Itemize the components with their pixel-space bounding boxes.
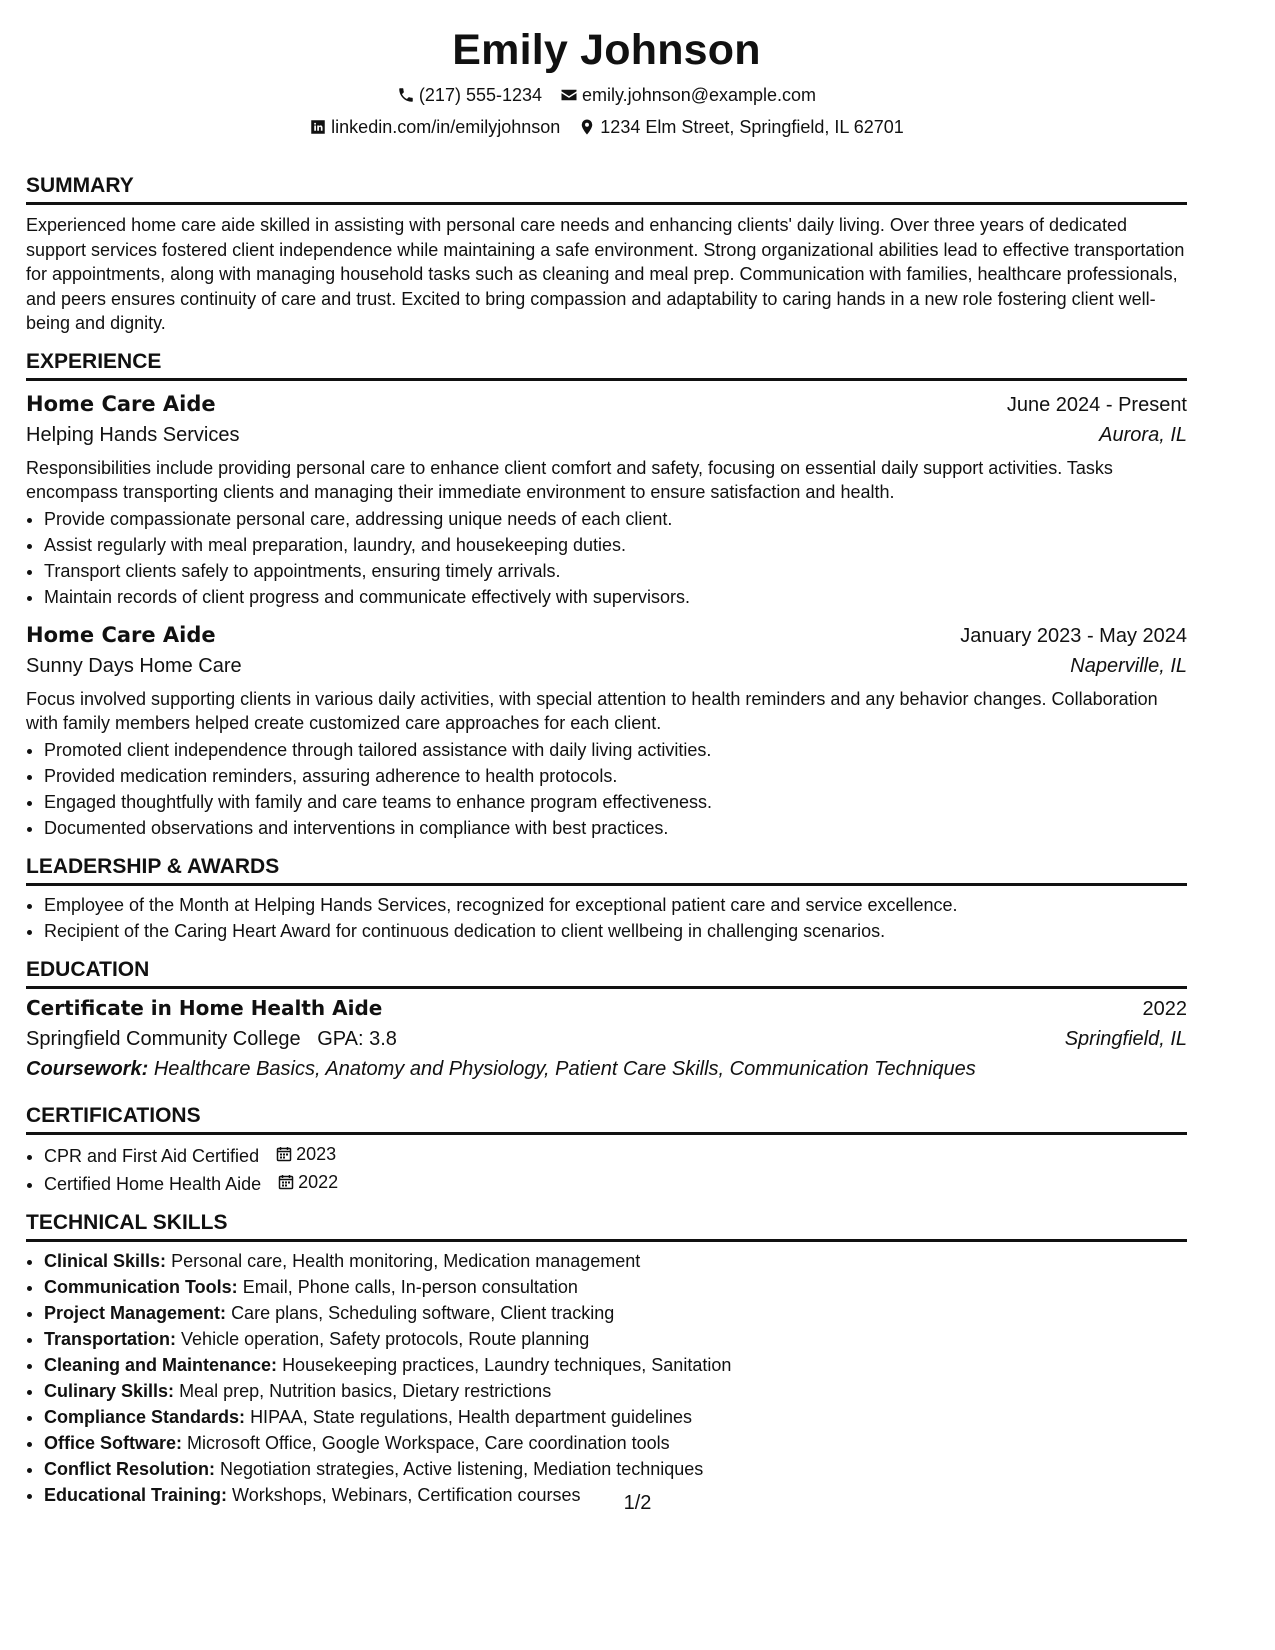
envelope-icon	[560, 86, 578, 104]
section-title-education: EDUCATION	[26, 958, 1187, 989]
education-section	[26, 958, 1187, 1084]
certifications-section	[26, 1104, 1187, 1197]
list-item: • Recipient of the Caring Heart Award for continuous dedication to client wellbeing in challenging scenarios.	[44, 918, 1187, 944]
skill-value: Personal care, Health monitoring, Medication management	[171, 1250, 641, 1271]
job-description: Focus involved supporting clients in various daily activities, with special attention to health reminders and any behavior changes. Collaboration with family members helped create customized care approaches for each client.	[26, 688, 1158, 733]
address-contact	[578, 116, 904, 138]
school-location: Springfield, IL	[1064, 1027, 1187, 1050]
cert-year: 2022	[298, 1171, 339, 1192]
job-entry	[26, 389, 1187, 610]
skill-value: Negotiation strategies, Active listening, Mediation techniques	[220, 1458, 704, 1479]
page-number: 1/2	[623, 1492, 652, 1514]
linkedin-contact[interactable]	[309, 116, 560, 138]
candidate-name: Emily Johnson	[452, 26, 761, 74]
linkedin-icon	[309, 118, 327, 136]
skill-value: Microsoft Office, Google Workspace, Care coordination tools	[187, 1432, 670, 1453]
map-pin-icon	[578, 118, 596, 136]
skill-label: Clinical Skills:	[44, 1250, 167, 1271]
section-title-summary: SUMMARY	[26, 174, 1187, 205]
section-title-experience: EXPERIENCE	[26, 350, 1187, 381]
section-title-skills: TECHNICAL SKILLS	[26, 1211, 1187, 1242]
list-item	[44, 1300, 1187, 1326]
school-name: Springfield Community College	[26, 1027, 301, 1050]
summary-section	[26, 174, 1187, 336]
phone-icon	[397, 86, 415, 104]
job-title: Home Care Aide	[26, 622, 216, 647]
calendar-icon	[278, 1174, 294, 1190]
job-company: Helping Hands Services	[26, 423, 240, 446]
skill-label: Project Management:	[44, 1302, 227, 1323]
linkedin-link[interactable]: linkedin.com/in/emilyjohnson	[331, 117, 561, 137]
phone-contact	[397, 84, 542, 106]
list-item	[44, 1430, 1187, 1456]
cert-year: 2023	[296, 1143, 337, 1164]
gpa: GPA: 3.8	[317, 1027, 397, 1050]
skill-value: Meal prep, Nutrition basics, Dietary restrictions	[179, 1380, 552, 1401]
awards-section	[26, 855, 1187, 944]
calendar-icon	[276, 1146, 292, 1162]
skill-label: Transportation:	[44, 1328, 177, 1349]
list-item	[44, 1352, 1187, 1378]
list-item	[44, 1169, 1187, 1197]
list-item	[44, 1248, 1187, 1274]
list-item	[44, 1326, 1187, 1352]
skill-value: HIPAA, State regulations, Health department guidelines	[250, 1406, 692, 1427]
job-bullets	[26, 737, 1187, 841]
skill-label: Cleaning and Maintenance:	[44, 1354, 278, 1375]
list-item: • Documented observations and interventions in compliance with best practices.	[44, 815, 1187, 841]
skill-label: Educational Training:	[44, 1484, 228, 1505]
section-title-awards: LEADERSHIP & AWARDS	[26, 855, 1187, 886]
job-location: Aurora, IL	[1099, 423, 1187, 446]
list-item: • Promoted client independence through tailored assistance with daily living activities.	[44, 737, 1187, 763]
email-link[interactable]: emily.johnson@example.com	[582, 85, 817, 105]
job-entry	[26, 620, 1187, 841]
email-contact[interactable]	[560, 84, 816, 106]
list-item: • Provide compassionate personal care, addressing unique needs of each client.	[44, 506, 1187, 532]
list-item: • Provided medication reminders, assuring adherence to health protocols.	[44, 763, 1187, 789]
skill-value: Email, Phone calls, In-person consultation	[242, 1276, 578, 1297]
skill-label: Compliance Standards:	[44, 1406, 246, 1427]
list-item	[44, 1378, 1187, 1404]
address-text: 1234 Elm Street, Springfield, IL 62701	[600, 117, 904, 137]
job-company: Sunny Days Home Care	[26, 654, 242, 677]
job-dates: June 2024 - Present	[1006, 393, 1187, 416]
degree-title: Certificate in Home Health Aide	[26, 995, 383, 1020]
job-dates: January 2023 - May 2024	[960, 624, 1187, 647]
coursework-list: Healthcare Basics, Anatomy and Physiology, Patient Care Skills, Communication Techniques	[153, 1057, 976, 1080]
list-item	[44, 1141, 1187, 1169]
job-title: Home Care Aide	[26, 391, 216, 416]
degree-year: 2022	[1142, 997, 1187, 1020]
awards-list	[26, 892, 1187, 944]
list-item: • Maintain records of client progress and communicate effectively with supervisors.	[44, 584, 1187, 610]
coursework-label: Coursework:	[26, 1057, 149, 1080]
list-item: • Transport clients safely to appointments, ensuring timely arrivals.	[44, 558, 1187, 584]
job-description: Responsibilities include providing personal care to enhance client comfort and safety, focusing on essential daily support activities. Tasks encompass transporting clients and managing their immediate environment to ensure satisfaction and health.	[26, 457, 1113, 502]
skill-label: Communication Tools:	[44, 1276, 238, 1297]
skill-value: Vehicle operation, Safety protocols, Route planning	[181, 1328, 590, 1349]
skill-label: Office Software:	[44, 1432, 183, 1453]
list-item: • Employee of the Month at Helping Hands Services, recognized for exceptional patient care and service excellence.	[44, 892, 1187, 918]
contact-row-1	[26, 84, 1187, 106]
job-location: Naperville, IL	[1070, 654, 1187, 677]
skill-value: Workshops, Webinars, Certification courses	[232, 1484, 581, 1505]
skill-label: Conflict Resolution:	[44, 1458, 215, 1479]
skill-value: Care plans, Scheduling software, Client tracking	[231, 1302, 615, 1323]
skill-value: Housekeeping practices, Laundry techniques, Sanitation	[282, 1354, 732, 1375]
phone-text: (217) 555-1234	[418, 85, 543, 105]
contact-row-2	[26, 116, 1187, 138]
cert-name: Certified Home Health Aide	[44, 1173, 262, 1194]
skill-label: Culinary Skills:	[44, 1380, 175, 1401]
list-item	[44, 1404, 1187, 1430]
cert-name: CPR and First Aid Certified	[44, 1145, 260, 1166]
skills-list	[26, 1248, 1187, 1508]
list-item	[44, 1274, 1187, 1300]
list-item: • Assist regularly with meal preparation, laundry, and housekeeping duties.	[44, 532, 1187, 558]
coursework	[26, 1054, 1187, 1084]
experience-section	[26, 350, 1187, 841]
certifications-list	[26, 1141, 1187, 1197]
list-item: • Engaged thoughtfully with family and care teams to enhance program effectiveness.	[44, 789, 1187, 815]
skills-section	[26, 1211, 1187, 1508]
list-item	[44, 1456, 1187, 1482]
job-bullets	[26, 506, 1187, 610]
summary-text: Experienced home care aide skilled in assisting with personal care needs and enhancing clients' daily living. Over three years of dedicated support services fostered client independence while maintaining a safe environment. Strong organizational abilities lead to effective transportation for appointments, along with managing household tasks such as cleaning and meal prep. Communication with families, healthcare professionals, and peers ensures continuity of care and trust. Excited to bring compassion and adaptability to caring hands in a new role fostering client well-being and dignity.	[26, 215, 1185, 333]
section-title-certifications: CERTIFICATIONS	[26, 1104, 1187, 1135]
